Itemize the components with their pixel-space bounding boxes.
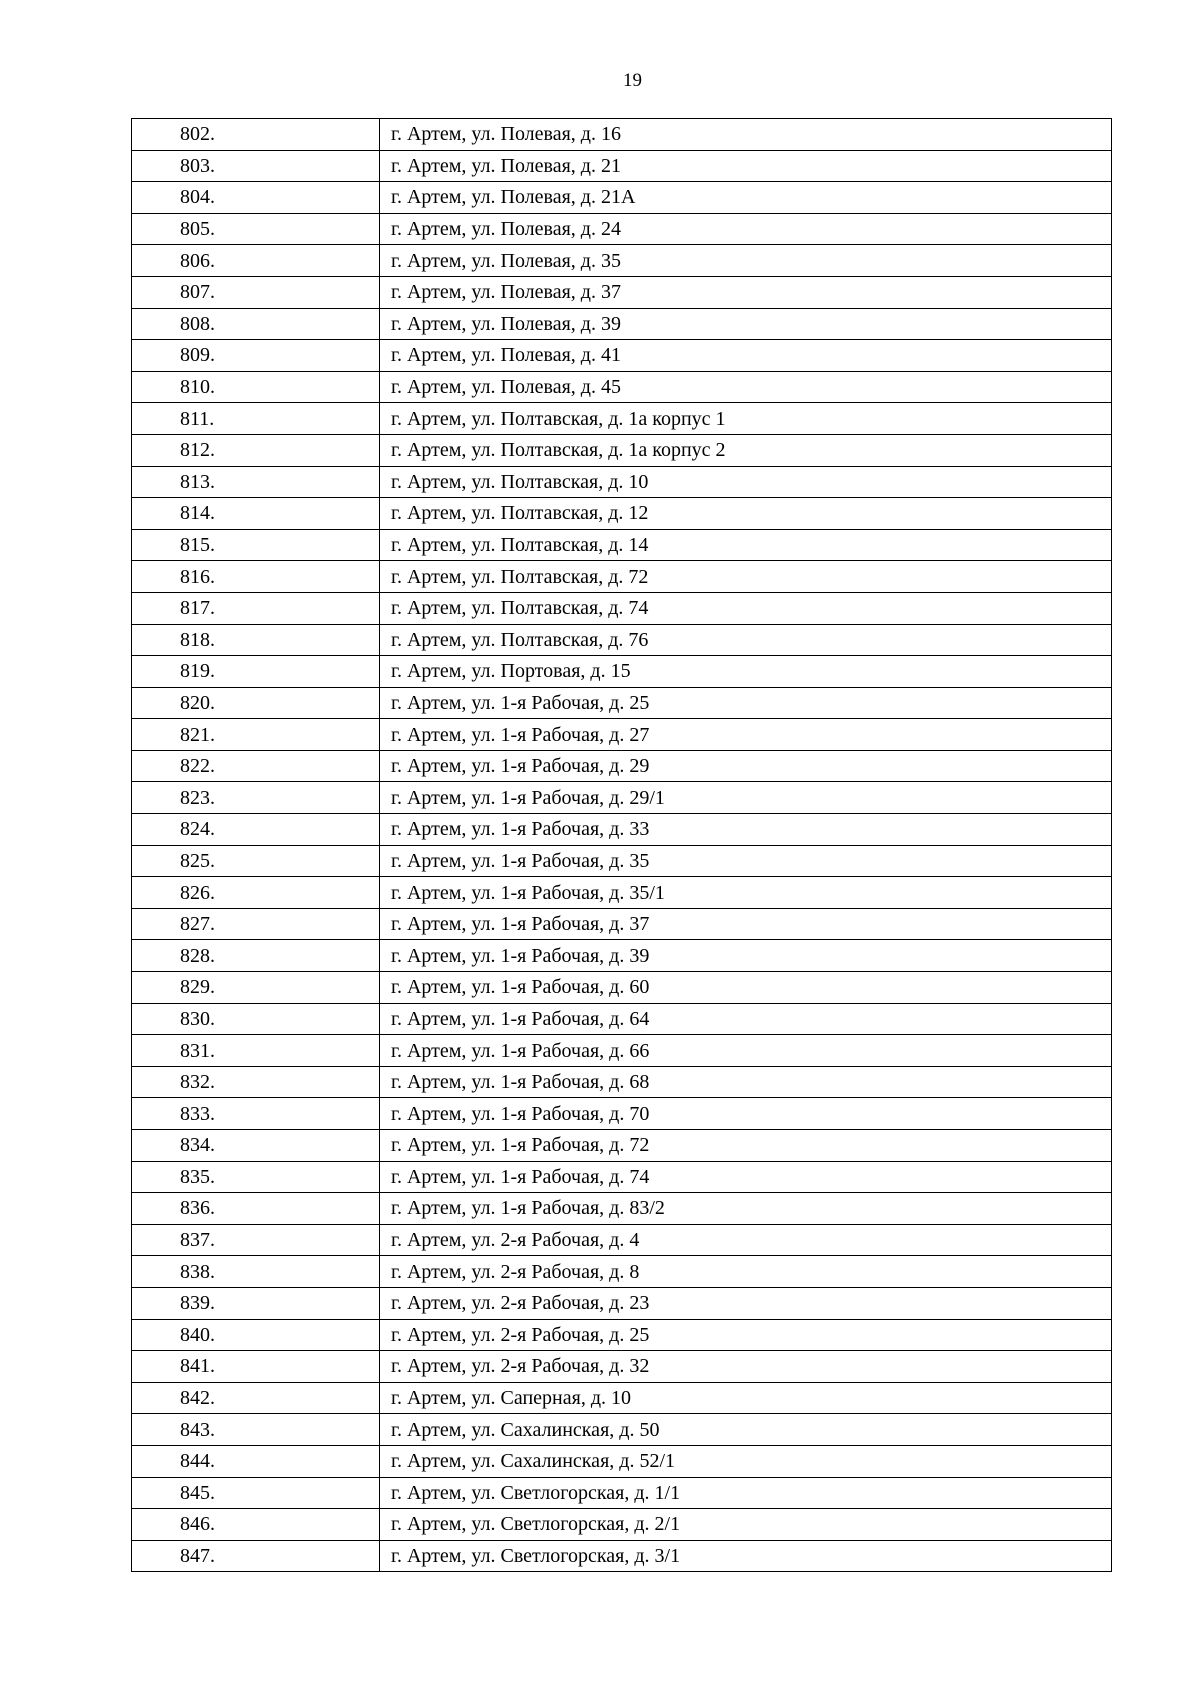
address-cell: г. Артем, ул. 1-я Рабочая, д. 29 — [380, 750, 1112, 782]
table-row — [132, 687, 1112, 719]
table-row — [132, 150, 1112, 182]
table-row — [132, 403, 1112, 435]
row-number-cell: 837. — [132, 1224, 380, 1256]
address-cell: г. Артем, ул. Полевая, д. 37 — [380, 276, 1112, 308]
row-number-cell: 838. — [132, 1256, 380, 1288]
table-row — [132, 1414, 1112, 1446]
address-cell: г. Артем, ул. Полевая, д. 45 — [380, 371, 1112, 403]
row-number-cell: 822. — [132, 750, 380, 782]
table-row — [132, 371, 1112, 403]
address-cell: г. Артем, ул. 1-я Рабочая, д. 70 — [380, 1098, 1112, 1130]
table-row — [132, 498, 1112, 530]
table-row — [132, 529, 1112, 561]
address-table-body — [132, 119, 1112, 1572]
table-row — [132, 624, 1112, 656]
table-row — [132, 561, 1112, 593]
row-number-cell: 812. — [132, 434, 380, 466]
table-row — [132, 940, 1112, 972]
address-cell: г. Артем, ул. 1-я Рабочая, д. 83/2 — [380, 1193, 1112, 1225]
table-row — [132, 656, 1112, 688]
address-cell: г. Артем, ул. 1-я Рабочая, д. 60 — [380, 972, 1112, 1004]
address-cell: г. Артем, ул. Полевая, д. 21 — [380, 150, 1112, 182]
table-row — [132, 1319, 1112, 1351]
row-number-cell: 829. — [132, 972, 380, 1004]
row-number-cell: 820. — [132, 687, 380, 719]
address-cell: г. Артем, ул. 1-я Рабочая, д. 37 — [380, 908, 1112, 940]
row-number-cell: 810. — [132, 371, 380, 403]
row-number-cell: 802. — [132, 119, 380, 151]
table-row — [132, 245, 1112, 277]
address-cell: г. Артем, ул. Полевая, д. 16 — [380, 119, 1112, 151]
table-row — [132, 1351, 1112, 1383]
address-cell: г. Артем, ул. 1-я Рабочая, д. 68 — [380, 1066, 1112, 1098]
address-cell: г. Артем, ул. Полевая, д. 35 — [380, 245, 1112, 277]
table-row — [132, 1224, 1112, 1256]
row-number-cell: 815. — [132, 529, 380, 561]
row-number-cell: 826. — [132, 877, 380, 909]
address-cell: г. Артем, ул. Сахалинская, д. 52/1 — [380, 1445, 1112, 1477]
address-cell: г. Артем, ул. Портовая, д. 15 — [380, 656, 1112, 688]
table-row — [132, 750, 1112, 782]
table-row — [132, 1382, 1112, 1414]
table-row — [132, 782, 1112, 814]
table-row — [132, 1098, 1112, 1130]
address-cell: г. Артем, ул. 1-я Рабочая, д. 74 — [380, 1161, 1112, 1193]
row-number-cell: 847. — [132, 1540, 380, 1572]
row-number-cell: 828. — [132, 940, 380, 972]
row-number-cell: 835. — [132, 1161, 380, 1193]
table-row — [132, 276, 1112, 308]
address-cell: г. Артем, ул. 1-я Рабочая, д. 64 — [380, 1003, 1112, 1035]
address-cell: г. Артем, ул. Светлогорская, д. 3/1 — [380, 1540, 1112, 1572]
address-cell: г. Артем, ул. Полевая, д. 24 — [380, 213, 1112, 245]
row-number-cell: 804. — [132, 182, 380, 214]
row-number-cell: 807. — [132, 276, 380, 308]
row-number-cell: 842. — [132, 1382, 380, 1414]
address-cell: г. Артем, ул. Сахалинская, д. 50 — [380, 1414, 1112, 1446]
table-row — [132, 1540, 1112, 1572]
address-cell: г. Артем, ул. Полтавская, д. 12 — [380, 498, 1112, 530]
table-row — [132, 1193, 1112, 1225]
address-cell: г. Артем, ул. Полевая, д. 39 — [380, 308, 1112, 340]
row-number-cell: 818. — [132, 624, 380, 656]
address-cell: г. Артем, ул. 1-я Рабочая, д. 25 — [380, 687, 1112, 719]
address-cell: г. Артем, ул. Полтавская, д. 76 — [380, 624, 1112, 656]
row-number-cell: 846. — [132, 1509, 380, 1541]
row-number-cell: 833. — [132, 1098, 380, 1130]
row-number-cell: 830. — [132, 1003, 380, 1035]
table-row — [132, 182, 1112, 214]
address-cell: г. Артем, ул. Светлогорская, д. 2/1 — [380, 1509, 1112, 1541]
row-number-cell: 840. — [132, 1319, 380, 1351]
address-cell: г. Артем, ул. 1-я Рабочая, д. 33 — [380, 814, 1112, 846]
address-cell: г. Артем, ул. 2-я Рабочая, д. 23 — [380, 1287, 1112, 1319]
table-row — [132, 1477, 1112, 1509]
address-cell: г. Артем, ул. 1-я Рабочая, д. 29/1 — [380, 782, 1112, 814]
address-cell: г. Артем, ул. Полтавская, д. 10 — [380, 466, 1112, 498]
table-row — [132, 1445, 1112, 1477]
row-number-cell: 827. — [132, 908, 380, 940]
table-row — [132, 814, 1112, 846]
row-number-cell: 811. — [132, 403, 380, 435]
row-number-cell: 823. — [132, 782, 380, 814]
row-number-cell: 845. — [132, 1477, 380, 1509]
table-row — [132, 1161, 1112, 1193]
address-cell: г. Артем, ул. Светлогорская, д. 1/1 — [380, 1477, 1112, 1509]
address-cell: г. Артем, ул. Полевая, д. 21А — [380, 182, 1112, 214]
table-row — [132, 308, 1112, 340]
address-cell: г. Артем, ул. Полтавская, д. 74 — [380, 592, 1112, 624]
table-row — [132, 1130, 1112, 1162]
row-number-cell: 805. — [132, 213, 380, 245]
address-cell: г. Артем, ул. 1-я Рабочая, д. 35 — [380, 845, 1112, 877]
address-cell: г. Артем, ул. Полтавская, д. 72 — [380, 561, 1112, 593]
row-number-cell: 813. — [132, 466, 380, 498]
address-cell: г. Артем, ул. 1-я Рабочая, д. 72 — [380, 1130, 1112, 1162]
address-cell: г. Артем, ул. 1-я Рабочая, д. 35/1 — [380, 877, 1112, 909]
table-row — [132, 1003, 1112, 1035]
address-cell: г. Артем, ул. Полтавская, д. 14 — [380, 529, 1112, 561]
address-cell: г. Артем, ул. Полевая, д. 41 — [380, 340, 1112, 372]
table-row — [132, 466, 1112, 498]
table-row — [132, 972, 1112, 1004]
address-cell: г. Артем, ул. 1-я Рабочая, д. 66 — [380, 1035, 1112, 1067]
page-number: 19 — [623, 70, 642, 91]
address-cell: г. Артем, ул. 2-я Рабочая, д. 32 — [380, 1351, 1112, 1383]
row-number-cell: 806. — [132, 245, 380, 277]
table-row — [132, 845, 1112, 877]
row-number-cell: 819. — [132, 656, 380, 688]
row-number-cell: 825. — [132, 845, 380, 877]
table-row — [132, 340, 1112, 372]
address-cell: г. Артем, ул. 2-я Рабочая, д. 8 — [380, 1256, 1112, 1288]
row-number-cell: 836. — [132, 1193, 380, 1225]
table-row — [132, 213, 1112, 245]
row-number-cell: 839. — [132, 1287, 380, 1319]
table-row — [132, 119, 1112, 151]
row-number-cell: 831. — [132, 1035, 380, 1067]
table-row — [132, 719, 1112, 751]
row-number-cell: 844. — [132, 1445, 380, 1477]
table-row — [132, 592, 1112, 624]
address-cell: г. Артем, ул. Полтавская, д. 1а корпус 1 — [380, 403, 1112, 435]
table-row — [132, 877, 1112, 909]
table-row — [132, 1066, 1112, 1098]
row-number-cell: 832. — [132, 1066, 380, 1098]
table-row — [132, 1287, 1112, 1319]
address-cell: г. Артем, ул. 2-я Рабочая, д. 25 — [380, 1319, 1112, 1351]
table-row — [132, 1035, 1112, 1067]
row-number-cell: 824. — [132, 814, 380, 846]
row-number-cell: 834. — [132, 1130, 380, 1162]
row-number-cell: 803. — [132, 150, 380, 182]
table-row — [132, 1256, 1112, 1288]
address-cell: г. Артем, ул. 1-я Рабочая, д. 27 — [380, 719, 1112, 751]
row-number-cell: 821. — [132, 719, 380, 751]
address-cell: г. Артем, ул. Саперная, д. 10 — [380, 1382, 1112, 1414]
address-cell: г. Артем, ул. Полтавская, д. 1а корпус 2 — [380, 434, 1112, 466]
row-number-cell: 808. — [132, 308, 380, 340]
row-number-cell: 843. — [132, 1414, 380, 1446]
address-cell: г. Артем, ул. 1-я Рабочая, д. 39 — [380, 940, 1112, 972]
address-table — [131, 118, 1112, 1572]
table-row — [132, 1509, 1112, 1541]
row-number-cell: 814. — [132, 498, 380, 530]
row-number-cell: 816. — [132, 561, 380, 593]
table-row — [132, 908, 1112, 940]
row-number-cell: 817. — [132, 592, 380, 624]
row-number-cell: 841. — [132, 1351, 380, 1383]
row-number-cell: 809. — [132, 340, 380, 372]
table-row — [132, 434, 1112, 466]
address-cell: г. Артем, ул. 2-я Рабочая, д. 4 — [380, 1224, 1112, 1256]
